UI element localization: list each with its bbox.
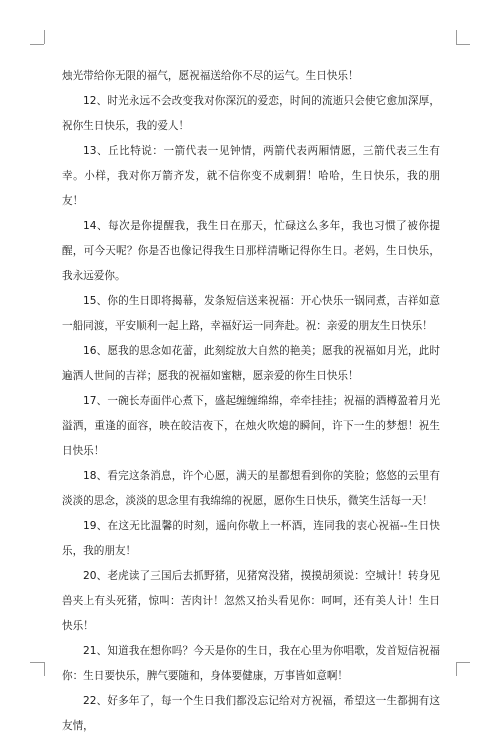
paragraph: 17、一碗长寿面伴心煮下，盛起缠缠绵绵，牵牵挂挂；祝福的酒樽盈着月光溢洒，重逢的面容，映在皎洁夜下，在烛火吹熄的瞬间，许下一生的梦想！祝生日快乐！ bbox=[62, 395, 440, 457]
paragraph: 18、看完这条消息，许个心愿，满天的星都想看到你的笑脸；悠悠的云里有淡淡的思念，淡淡的思念里有我绵绵的祝愿，愿你生日快乐，微笑生活每一天！ bbox=[62, 470, 440, 507]
crop-mark-line bbox=[44, 30, 45, 44]
paragraph: 13、丘比特说：一箭代表一见钟情，两箭代表两厢情愿，三箭代表三生有幸。小样，我对你万箭齐发，就不信你变不成刺猬！哈哈，生日快乐，我的朋友！ bbox=[62, 145, 440, 207]
paragraph: 22、好多年了，每一个生日我们都没忘记给对方祝福，希望这一生都拥有这友情， bbox=[62, 695, 440, 732]
paragraph: 19、在这无比温馨的时刻，遥向你敬上一杯酒，连同我的衷心祝福--生日快乐，我的朋友！ bbox=[62, 520, 440, 557]
paragraph: 烛光带给你无限的福气，愿祝福送给你不尽的运气。生日快乐！ bbox=[62, 70, 359, 82]
crop-mark-line bbox=[44, 662, 45, 676]
crop-mark-line bbox=[30, 44, 44, 45]
paragraph: 20、老虎读了三国后去抓野猪，见猪窝没猪，摸摸胡须说：空城计！转身见兽夹上有头死猪，惊叫：苦肉计！忽然又抬头看见你：呵呵，还有美人计！生日快乐！ bbox=[62, 570, 440, 632]
paragraph: 14、每次是你提醒我，我生日在那天，忙碌这么多年，我也习惯了被你提醒，可今天呢？你是否也像记得我生日那样清晰记得你生日。老妈，生日快乐，我永远爱你。 bbox=[62, 220, 440, 282]
crop-mark-line bbox=[456, 662, 457, 676]
paragraph: 15、你的生日即将揭幕，发条短信送来祝福：开心快乐一锅同煮，吉祥如意一船同渡，平安顺利一起上路，幸福好运一同奔赴。祝：亲爱的朋友生日快乐！ bbox=[62, 295, 440, 332]
crop-mark-line bbox=[456, 30, 457, 44]
crop-mark-line bbox=[30, 662, 44, 663]
paragraph: 12、时光永远不会改变我对你深沉的爱恋，时间的流逝只会使它愈加深厚，祝你生日快乐，我的爱人！ bbox=[62, 95, 440, 132]
paragraph: 16、愿我的思念如花蕾，此刻绽放大自然的艳美；愿我的祝福如月光，此时遍洒人世间的吉祥；愿我的祝福如蜜糖，愿亲爱的你生日快乐！ bbox=[62, 345, 440, 382]
paragraph: 21、知道我在想你吗？今天是你的生日，我在心里为你唱歌，发首短信祝福你：生日要快乐，脾气要随和，身体要健康，万事皆如意啊！ bbox=[62, 645, 440, 682]
crop-mark-line bbox=[456, 662, 470, 663]
document-body bbox=[62, 64, 440, 739]
crop-mark-line bbox=[456, 44, 470, 45]
